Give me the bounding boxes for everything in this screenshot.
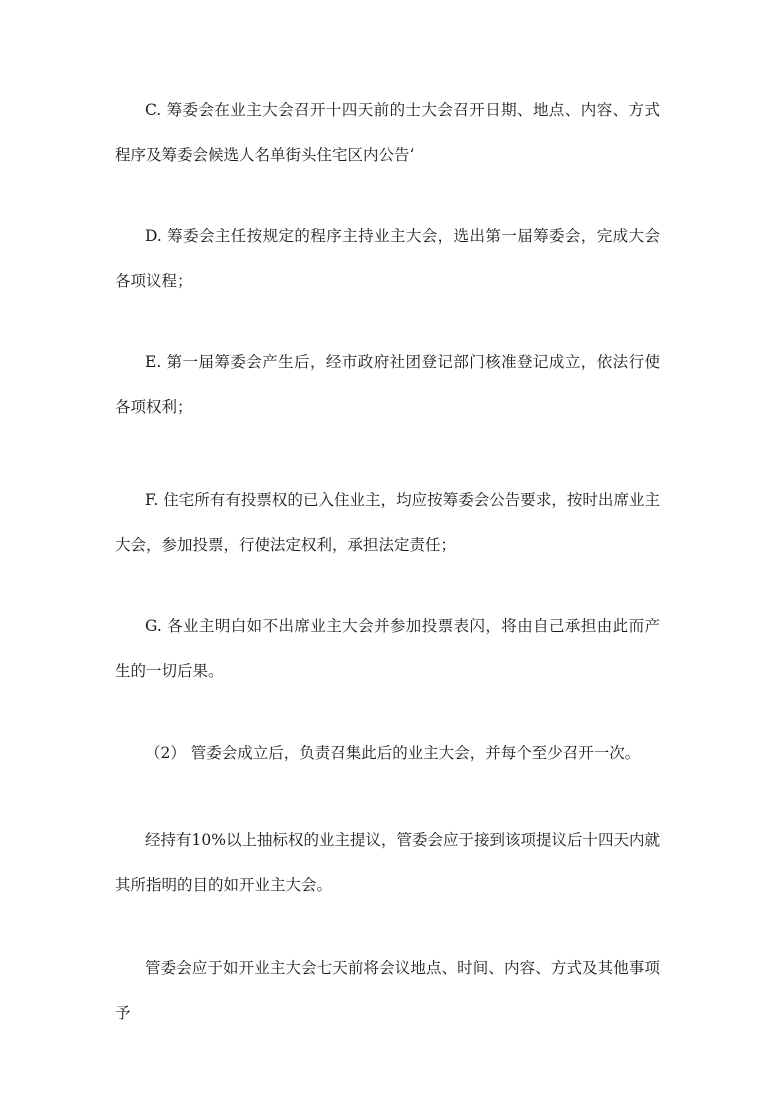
paragraph-g: G. 各业主明白如不出席业主大会并参加投票表闪，将由自己承担由此而产生的一切后果。 bbox=[115, 617, 660, 680]
paragraph-c: C. 筹委会在业主大会召开十四天前的士大会召开日期、地点、内容、方式程序及筹委会候选人名单街头住宅区内公告‘ bbox=[115, 101, 660, 164]
paragraph-d: D. 筹委会主任按规定的程序主持业主大会，选出第一届筹委会，完成大会各项议程； bbox=[115, 227, 660, 290]
paragraph-e: E. 第一届筹委会产生后，经市政府社团登记部门核准登记成立，依法行使各项权利； bbox=[115, 353, 660, 416]
paragraph-item-2: （2） 管委会成立后，负责召集此后的业主大会，并每个至少召开一次。 bbox=[145, 744, 641, 762]
paragraph-proposal: 经持有10%以上抽标权的业主提议，管委会应于接到该项提议后十四天内就其所指明的目的如开业主大会。 bbox=[115, 831, 660, 894]
paragraph-notice: 管委会应于如开业主大会七天前将会议地点、时间、内容、方式及其他事项予 bbox=[115, 959, 660, 1022]
paragraph-f: F. 住宅所有有投票权的已入住业主，均应按筹委会公告要求，按时出席业主大会，参加投票，行使法定权利，承担法定责任； bbox=[115, 491, 660, 554]
